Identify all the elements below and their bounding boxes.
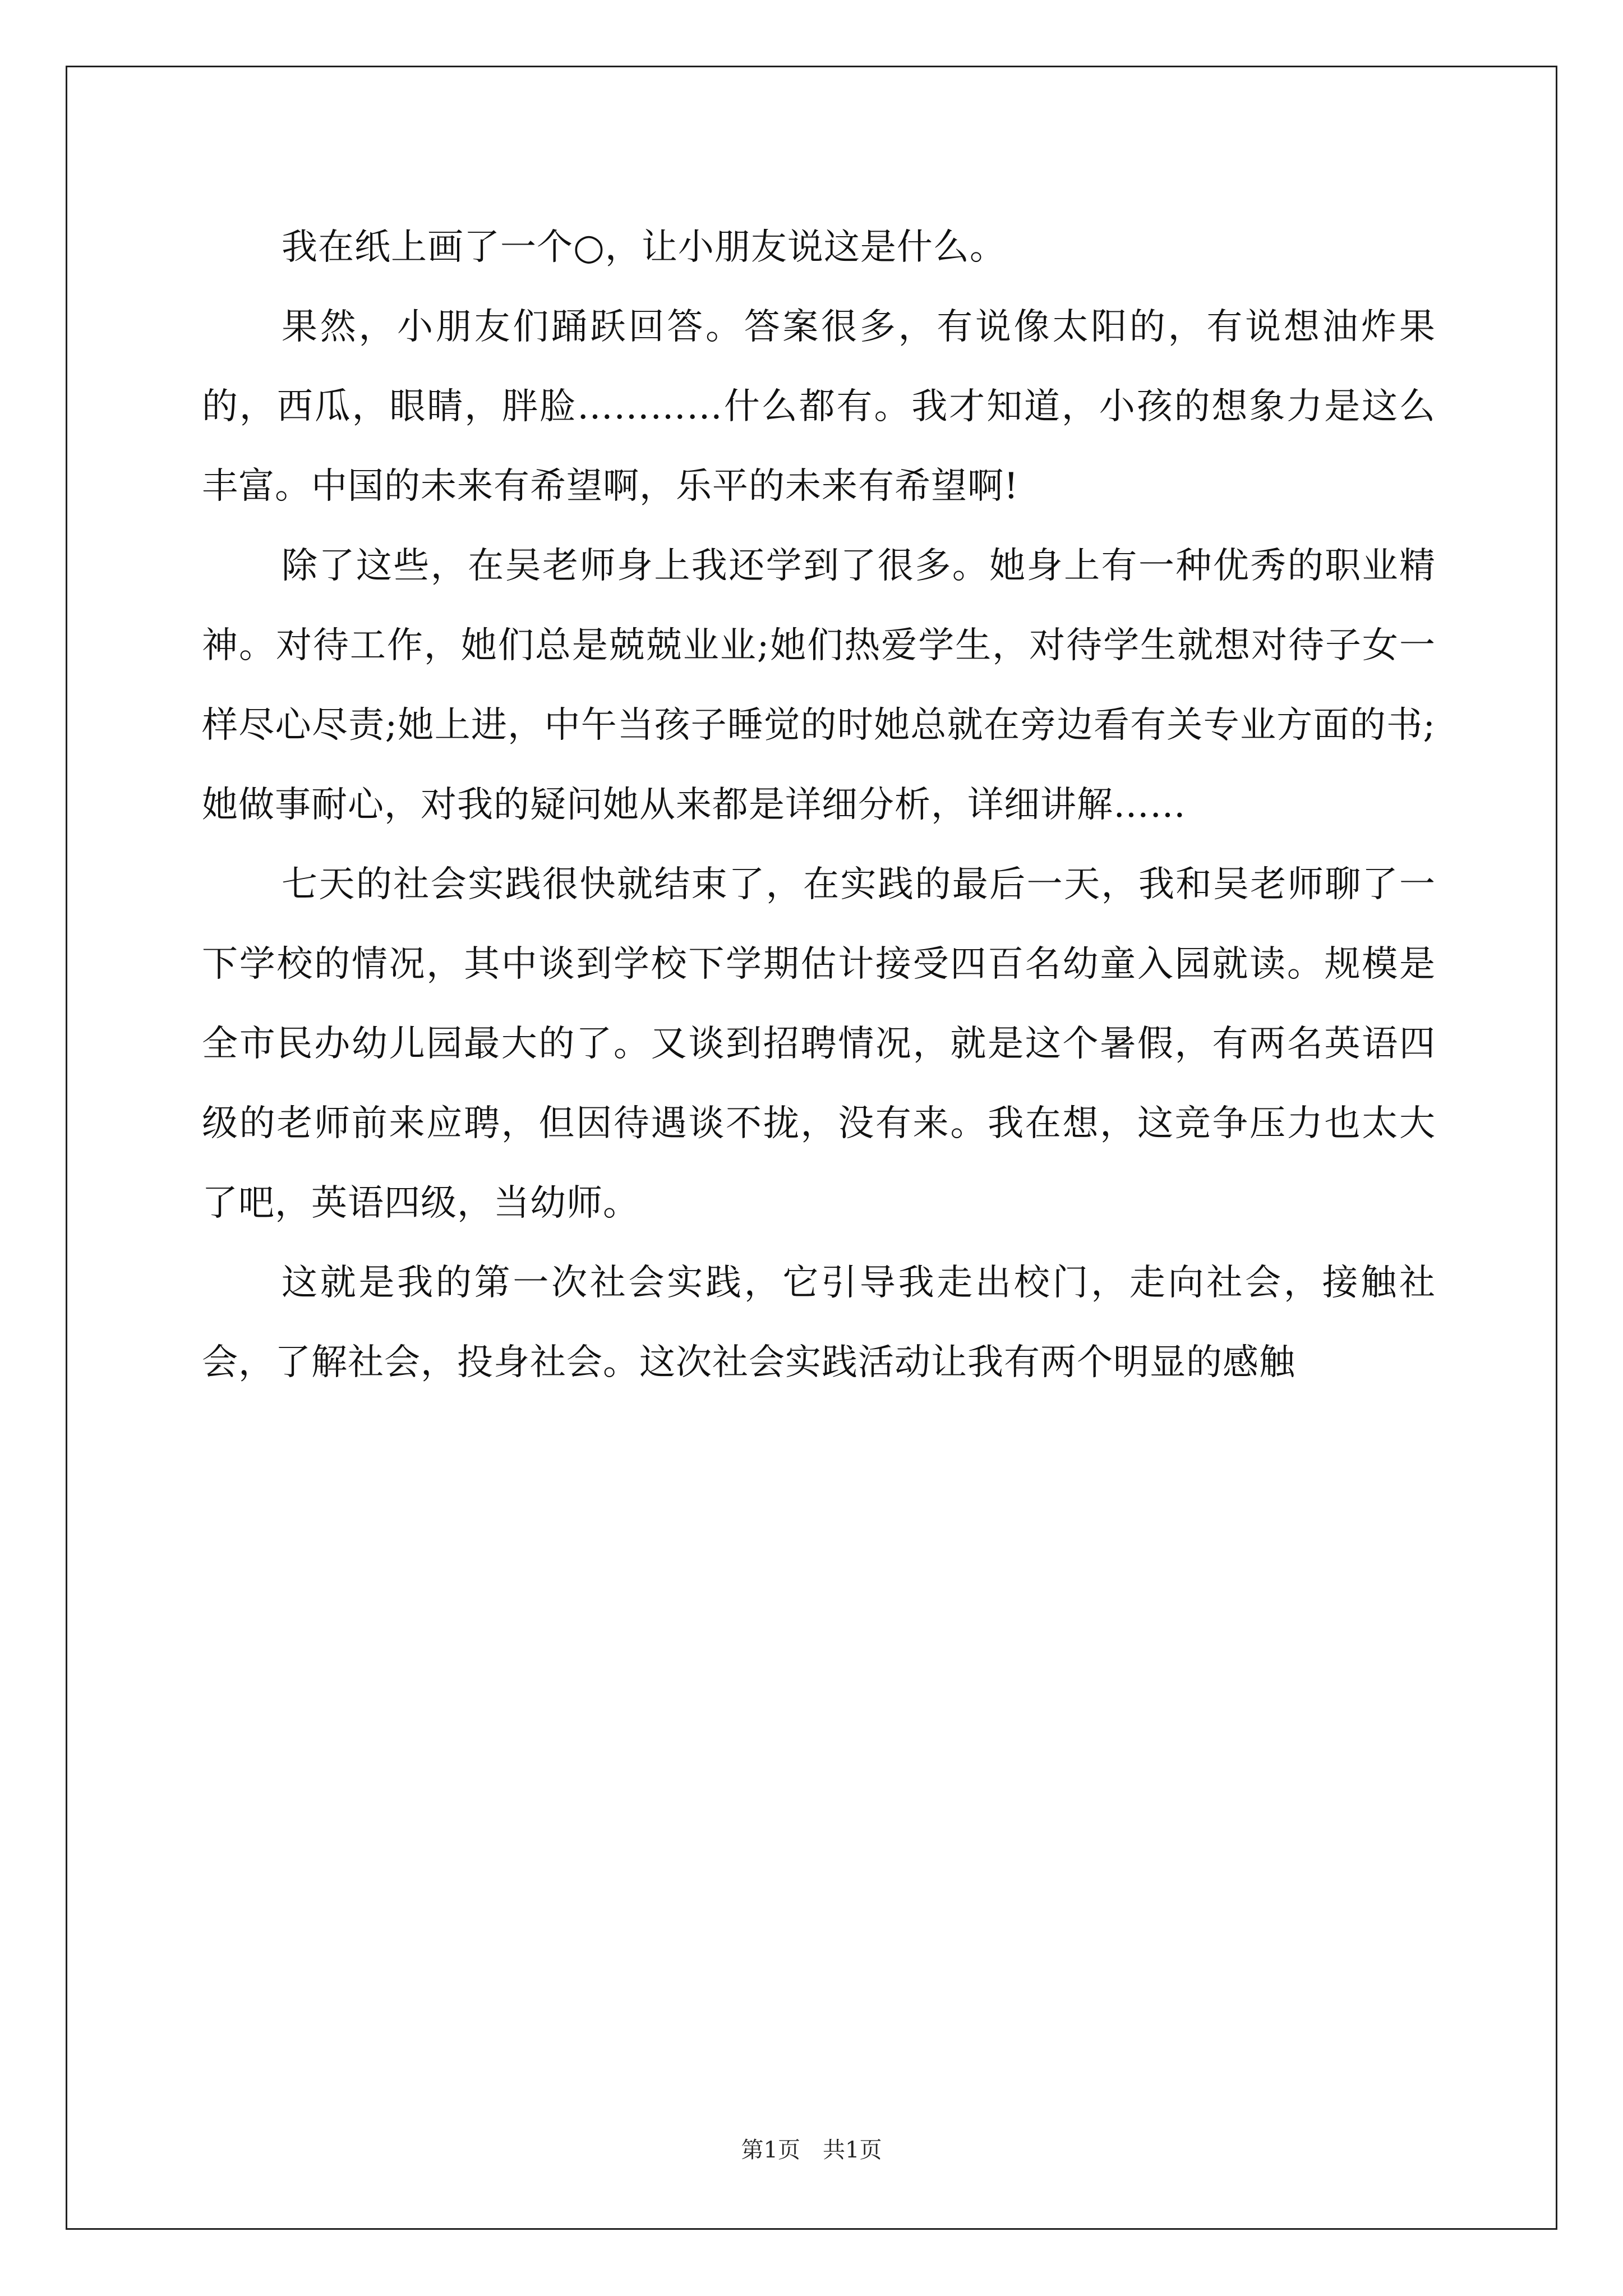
paragraph-3: 除了这些，在吴老师身上我还学到了很多。她身上有一种优秀的职业精神。对待工作，她们总是兢兢业业;她们热爱学生，对待学生就想对待子女一样尽心尽责;她上进，中午当孩子睡觉的时她总就在旁边看有关专业方面的书;她做事耐心，对我的疑问她从来都是详细分析，详细讲解…… xyxy=(202,545,1436,826)
paragraph-1: 我在纸上画了一个○，让小朋友说这是什么。 xyxy=(282,227,1006,268)
document-body xyxy=(202,208,1436,1402)
page-number: 第1页 共1页 xyxy=(741,2137,882,2163)
paragraph-5: 这就是我的第一次社会实践，它引导我走出校门，走向社会，接触社会，了解社会，投身社会。这次社会实践活动让我有两个明显的感触 xyxy=(202,1262,1436,1383)
paragraph-2: 果然，小朋友们踊跃回答。答案很多，有说像太阳的，有说想油炸果的，西瓜，眼睛，胖脸…………什么都有。我才知道，小孩的想象力是这么丰富。中国的未来有希望啊，乐平的未来有希望啊! xyxy=(202,306,1436,507)
paragraph-4: 七天的社会实践很快就结束了，在实践的最后一天，我和吴老师聊了一下学校的情况，其中谈到学校下学期估计接受四百名幼童入园就读。规模是全市民办幼儿园最大的了。又谈到招聘情况，就是这个暑假，有两名英语四级的老师前来应聘，但因待遇谈不拢，没有来。我在想，这竞争压力也太大了吧，英语四级，当幼师。 xyxy=(202,864,1436,1224)
